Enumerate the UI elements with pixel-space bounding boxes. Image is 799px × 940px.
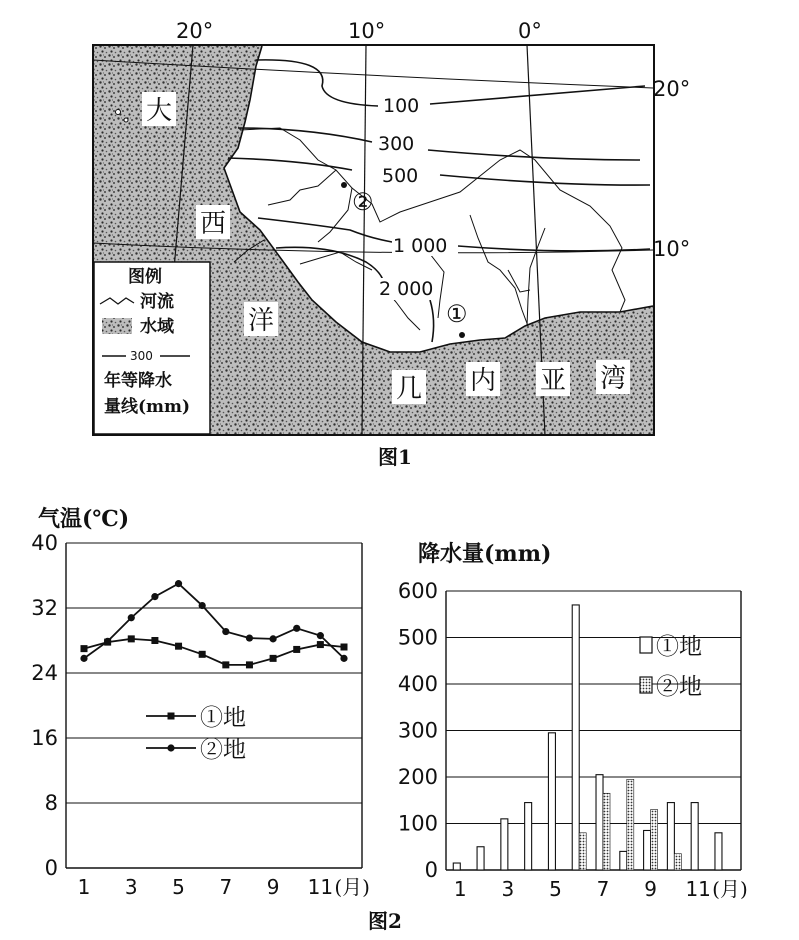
temp-point-circle (340, 655, 347, 662)
prec-bar-place1 (525, 803, 532, 870)
prec-bar-place2 (603, 793, 610, 870)
island (124, 118, 128, 122)
temp-y-axis-label: 气温(℃) (38, 506, 130, 532)
longitude-label-10: 10° (348, 19, 386, 43)
prec-bar-place2 (674, 854, 681, 870)
prec-y-tick-label: 100 (397, 811, 438, 836)
place-2-label: ② (352, 188, 374, 216)
prec-y-tick-label: 200 (397, 765, 438, 789)
temp-x-tick-label: 3 (124, 875, 138, 899)
temp-x-tick-label: 5 (172, 875, 185, 899)
west-africa-map (93, 19, 690, 469)
legend-title: 图例 (128, 267, 162, 287)
prec-legend-swatch (640, 637, 652, 653)
island (116, 110, 121, 115)
gulf-char-ya: 亚 (540, 366, 567, 396)
temp-x-tick-label: 9 (266, 875, 280, 899)
prec-y-axis-label: 降水量(mm) (418, 541, 552, 567)
longitude-label-0: 0° (518, 19, 542, 43)
temp-point-square (270, 655, 277, 662)
temp-legend-marker (168, 713, 175, 720)
precipitation-legend (640, 634, 702, 700)
prec-bar-place1 (548, 733, 555, 870)
place-1-label: ① (446, 300, 468, 328)
prec-x-tick-label: 7 (596, 877, 610, 901)
isohyet-label-300: 300 (378, 133, 415, 155)
temp-point-square (128, 635, 135, 642)
prec-legend-swatch (640, 677, 652, 693)
prec-bar-place1 (477, 847, 484, 870)
place-1-dot (459, 332, 465, 338)
place-2-dot (341, 182, 347, 188)
temp-point-square (341, 644, 348, 651)
temp-point-circle (317, 632, 324, 639)
isohyet-label-100: 100 (383, 95, 420, 117)
prec-x-tick-label: 3 (501, 877, 515, 901)
isohyet-label-2000: 2 000 (379, 278, 434, 300)
prec-y-tick-label: 0 (424, 858, 438, 882)
legend-water-label: 水域 (140, 317, 174, 337)
temperature-legend (146, 705, 246, 763)
temp-point-circle (80, 655, 87, 662)
ocean-char-da: 大 (146, 96, 173, 126)
temp-x-tick-label: 11 (307, 875, 334, 899)
temp-y-tick-label: 16 (31, 726, 58, 750)
precipitation-chart (398, 541, 748, 901)
prec-bar-place1 (667, 803, 674, 870)
temp-point-square (81, 645, 88, 652)
prec-bar-place1 (596, 775, 603, 870)
temp-y-tick-label: 24 (31, 661, 58, 685)
temp-point-circle (104, 638, 111, 645)
prec-bar-place1 (691, 803, 698, 870)
legend-isohyet-label-2: 量线(mm) (104, 397, 191, 417)
prec-bar-place1 (501, 819, 508, 870)
prec-bar-place1 (644, 830, 651, 870)
prec-y-tick-label: 600 (397, 579, 438, 603)
prec-bar-place2 (627, 779, 634, 870)
prec-legend-label: ①地 (656, 634, 702, 660)
map-legend (94, 262, 210, 434)
legend-river-label: 河流 (140, 292, 174, 312)
prec-y-tick-label: 300 (397, 718, 438, 743)
temp-point-circle (246, 634, 253, 641)
temp-point-square (175, 643, 182, 650)
temp-y-tick-label: 40 (31, 531, 58, 555)
temp-y-tick-label: 8 (44, 791, 58, 815)
temp-point-circle (269, 635, 276, 642)
temp-y-tick-label: 0 (44, 856, 58, 880)
legend-water-swatch (102, 318, 132, 334)
temp-point-square (199, 651, 206, 658)
prec-bar-place1 (715, 833, 722, 870)
prec-legend-label: ②地 (656, 674, 702, 700)
temp-point-circle (175, 580, 182, 587)
prec-x-tick-label: 11 (685, 877, 711, 901)
temp-point-circle (293, 625, 300, 632)
gulf-char-nei: 内 (470, 366, 497, 396)
gulf-char-wan: 湾 (600, 364, 627, 394)
temp-legend-marker (167, 744, 174, 751)
prec-x-tick-label: 5 (549, 877, 562, 901)
temp-y-tick-label: 32 (31, 596, 58, 620)
temp-point-square (317, 641, 324, 648)
temp-legend-label: ①地 (200, 705, 246, 731)
longitude-label-20: 20° (176, 19, 214, 43)
temp-series-line-1 (84, 639, 344, 665)
prec-bar-place1 (620, 851, 627, 870)
figure2-caption: 图2 (368, 909, 402, 933)
prec-bar-place1 (572, 605, 579, 870)
figure1-caption: 图1 (378, 445, 412, 469)
prec-y-tick-label: 400 (397, 672, 438, 696)
temp-point-circle (199, 602, 206, 609)
temp-x-tick-label: 7 (219, 875, 233, 899)
temp-x-unit-label: (月) (334, 875, 370, 899)
ocean-char-yang: 洋 (248, 306, 275, 336)
isohyet-label-1000: 1 000 (393, 235, 448, 257)
temp-x-tick-label: 1 (77, 875, 91, 899)
prec-x-unit-label: (月) (712, 877, 748, 901)
temp-point-square (293, 646, 300, 653)
temp-point-square (246, 661, 253, 668)
ocean-char-xi: 西 (200, 209, 227, 239)
prec-x-tick-label: 1 (453, 877, 467, 901)
temperature-chart (31, 506, 370, 899)
temp-point-square (222, 661, 229, 668)
temp-point-square (151, 637, 158, 644)
legend-isohyet-label-1: 年等降水 (104, 371, 172, 391)
temp-legend-label: ②地 (200, 737, 246, 763)
latitude-label-10: 10° (653, 237, 691, 261)
gulf-char-ji: 几 (396, 374, 423, 404)
isohyet-label-500: 500 (382, 165, 419, 187)
temp-point-circle (128, 614, 135, 621)
prec-bar-place2 (579, 833, 586, 870)
temp-point-circle (222, 628, 229, 635)
prec-y-tick-label: 500 (397, 625, 438, 650)
temp-point-circle (151, 593, 158, 600)
latitude-label-20: 20° (653, 77, 691, 101)
prec-x-tick-label: 9 (644, 877, 657, 901)
prec-bar-place1 (453, 863, 460, 870)
prec-bar-place2 (651, 810, 658, 870)
legend-isohyet-sample: 300 (130, 349, 153, 363)
